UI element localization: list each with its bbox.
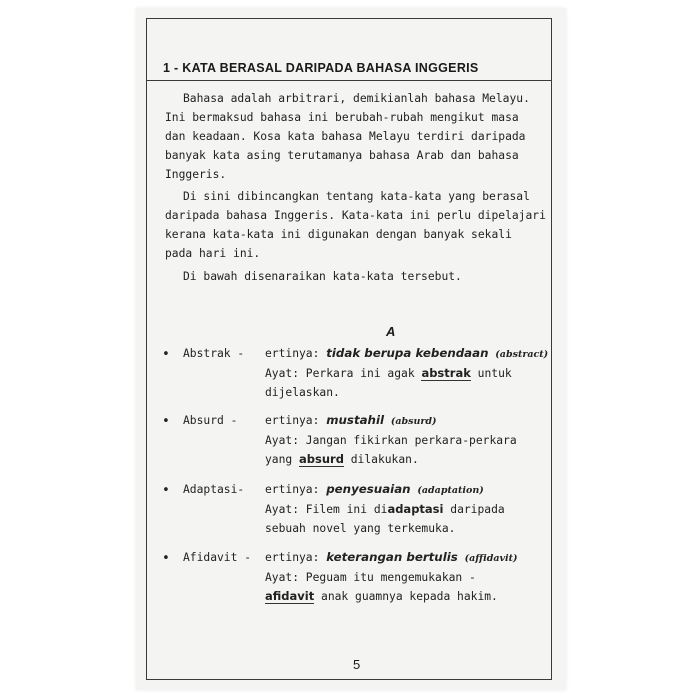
definition-lead: ertinya: [265, 414, 320, 427]
entry-meaning: penyesuaian [326, 482, 411, 496]
intro-paragraph-2 [165, 187, 553, 263]
paragraph-line: Inggeris. [165, 168, 227, 181]
entry-word: Afidavit - [183, 551, 252, 564]
example-text: dilakukan. [343, 453, 419, 466]
page-border-frame [146, 18, 552, 680]
bullet-icon: • [162, 347, 170, 362]
example-keyword: absurd [299, 452, 344, 466]
example-text: untuk [470, 367, 512, 380]
entry-definition [265, 411, 565, 469]
english-term: (abstract) [495, 349, 549, 360]
bullet-icon: • [162, 551, 170, 566]
definition-lead: ertinya: [265, 347, 320, 360]
page-number: 5 [353, 657, 361, 672]
entry-meaning: keterangan bertulis [326, 550, 458, 564]
definition-lead: ertinya: [265, 483, 320, 496]
definition-lead: ertinya: [265, 551, 320, 564]
english-term: (affidavit) [464, 553, 518, 564]
example-keyword: adaptasi [387, 502, 444, 516]
example-text: dijelaskan. [265, 386, 340, 399]
bullet-icon: • [162, 483, 170, 498]
book-page [136, 8, 566, 690]
paragraph-line: daripada bahasa Inggeris. Kata-kata ini perlu dipelajari [165, 209, 546, 222]
section-letter-heading: A [386, 324, 396, 339]
example-keyword: abstrak [421, 366, 471, 380]
intro-paragraph-3 [165, 267, 553, 286]
entry-word: Abstrak - [183, 347, 245, 360]
entry-meaning: mustahil [326, 413, 385, 427]
entry-definition [265, 344, 565, 402]
english-term: (adaptation) [417, 485, 484, 496]
example-text: yang [265, 453, 300, 466]
example-text: sebuah novel yang terkemuka. [265, 522, 456, 535]
entry-definition [265, 548, 565, 606]
paragraph-line: kerana kata-kata ini digunakan dengan banyak sekali [165, 228, 512, 241]
example-text: daripada [443, 503, 505, 516]
intro-paragraph-1 [165, 89, 553, 184]
title-divider [147, 80, 551, 81]
paragraph-line: banyak kata asing terutamanya bahasa Arab dan bahasa [165, 149, 519, 162]
entry-definition [265, 480, 565, 538]
paragraph-line: Bahasa adalah arbitrari, demikianlah bahasa Melayu. [183, 92, 530, 105]
english-term: (absurd) [390, 416, 437, 427]
entry-word: Adaptasi- [183, 483, 245, 496]
bullet-icon: • [162, 414, 170, 429]
entry-meaning: tidak berupa kebendaan [326, 346, 489, 360]
paragraph-line: Ini bermaksud bahasa ini berubah-rubah mengikut masa [165, 111, 519, 124]
paragraph-line: Di bawah disenaraikan kata-kata tersebut. [183, 270, 462, 283]
example-text: anak guamnya kepada hakim. [314, 590, 498, 603]
paragraph-line: pada hari ini. [165, 247, 261, 260]
paragraph-line: Di sini dibincangkan tentang kata-kata yang berasal [183, 190, 530, 203]
paragraph-line: dan keadaan. Kosa kata bahasa Melayu terdiri daripada [165, 130, 526, 143]
example-text: Ayat: Jangan fikirkan perkara-perkara [265, 434, 517, 447]
example-keyword: afidavit [265, 589, 315, 603]
example-text: Ayat: Peguam itu mengemukakan - [265, 571, 476, 584]
entry-word: Absurd - [183, 414, 238, 427]
example-text: Ayat: Filem ini di [265, 503, 388, 516]
example-text: Ayat: Perkara ini agak [265, 367, 422, 380]
chapter-title: 1 - KATA BERASAL DARIPADA BAHASA INGGERIS [163, 61, 479, 75]
